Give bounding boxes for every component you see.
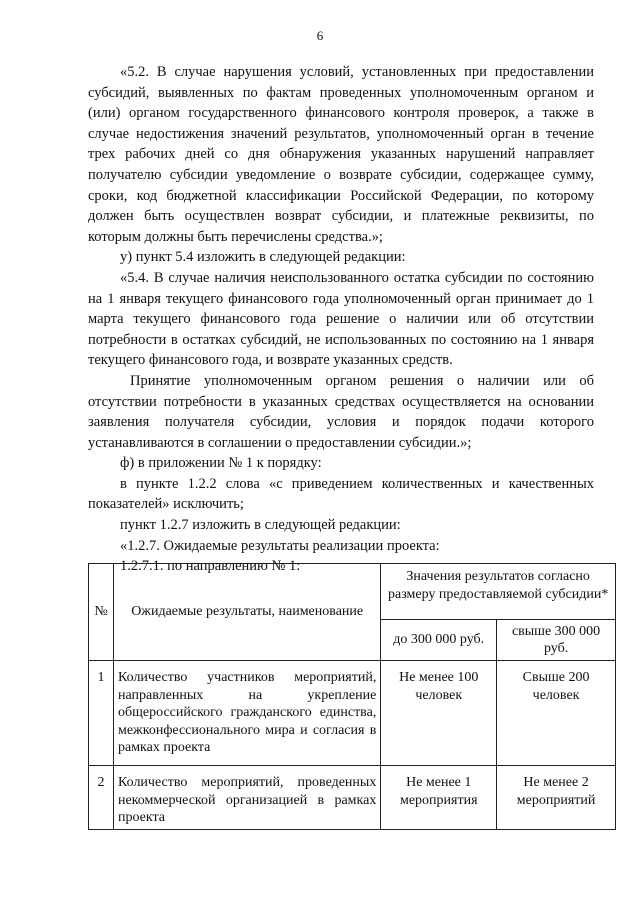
paragraph-decision: Принятие уполномоченным органом решения о наличии или об отсутствии потребности в указанных средствах осуществляется на основании заявления получателя субсидии, условия и порядок подачи которого устанавливаются в соглашении о предоставлении субсидии.»; xyxy=(88,372,594,451)
paragraph-1-2-2: в пункте 1.2.2 слова «с приведением количественных и качественных показателей» исключить; xyxy=(88,475,594,513)
subheader-over-300k: свыше 300 000 руб. xyxy=(497,620,616,661)
row-value-up-to-300k: Не менее 1 мероприятия xyxy=(381,766,497,830)
results-table xyxy=(88,563,616,830)
paragraph-5-2: «5.2. В случае нарушения условий, установленных при предоставлении субсидий, выявленных по фактам проведенных уполномоченным органом и (или) органом государственного финансового контроля проверок, а также в случае недостижения значений результатов, уполномоченный орган в течение трех рабочих дней со дня обнаружения указанных нарушений направляет получателю субсидии уведомление о возврате субсидии, содержащее сумму, сроки, код бюджетной классификации Российской Федерации, по которому должен быть осуществлен возврат субсидии, и платежные реквизиты, по которым должны быть перечислены средства.»; xyxy=(88,64,594,245)
paragraph-item-f: ф) в приложении № 1 к порядку: xyxy=(120,455,322,472)
subheader-up-to-300k: до 300 000 руб. xyxy=(381,620,497,661)
paragraph-item-u: у) пункт 5.4 изложить в следующей редакции: xyxy=(120,249,406,266)
paragraph-5-4: «5.4. В случае наличия неиспользованного остатка субсидии по состоянию на 1 января текущего финансового года уполномоченный орган принимает до 1 марта текущего финансового года решение о наличии или об отсутствии потребности в остатках субсидий, не использованных по состоянию на 1 января текущего финансового года, и возврате указанных средств. xyxy=(88,269,594,369)
row-number: 2 xyxy=(89,766,114,830)
paragraph-1-2-7: пункт 1.2.7 изложить в следующей редакции: xyxy=(120,517,401,534)
header-name: Ожидаемые результаты, наименование xyxy=(113,564,380,661)
row-name: Количество участников мероприятий, направленных на укрепление общероссийского гражданского единства, межконфессионального мира и согласия в рамках проекта xyxy=(113,661,380,766)
row-number: 1 xyxy=(89,661,114,766)
table-header-row xyxy=(89,564,616,620)
row-name: Количество мероприятий, проведенных некоммерческой организацией в рамках проекта xyxy=(113,766,380,830)
table-row xyxy=(89,661,616,766)
header-values: Значения результатов согласно размеру предоставляемой субсидии* xyxy=(381,564,616,620)
row-value-up-to-300k: Не менее 100 человек xyxy=(381,661,497,766)
table-row xyxy=(89,766,616,830)
document-body xyxy=(88,62,594,577)
page-number: 6 xyxy=(316,28,324,43)
paragraph-expected-results: «1.2.7. Ожидаемые результаты реализации проекта: xyxy=(120,537,440,554)
paragraph-direction-1: 1.2.7.1. по направлению № 1: xyxy=(120,558,301,575)
header-number: № xyxy=(89,564,114,661)
row-value-over-300k: Не менее 2 мероприятий xyxy=(497,766,616,830)
row-value-over-300k: Свыше 200 человек xyxy=(497,661,616,766)
